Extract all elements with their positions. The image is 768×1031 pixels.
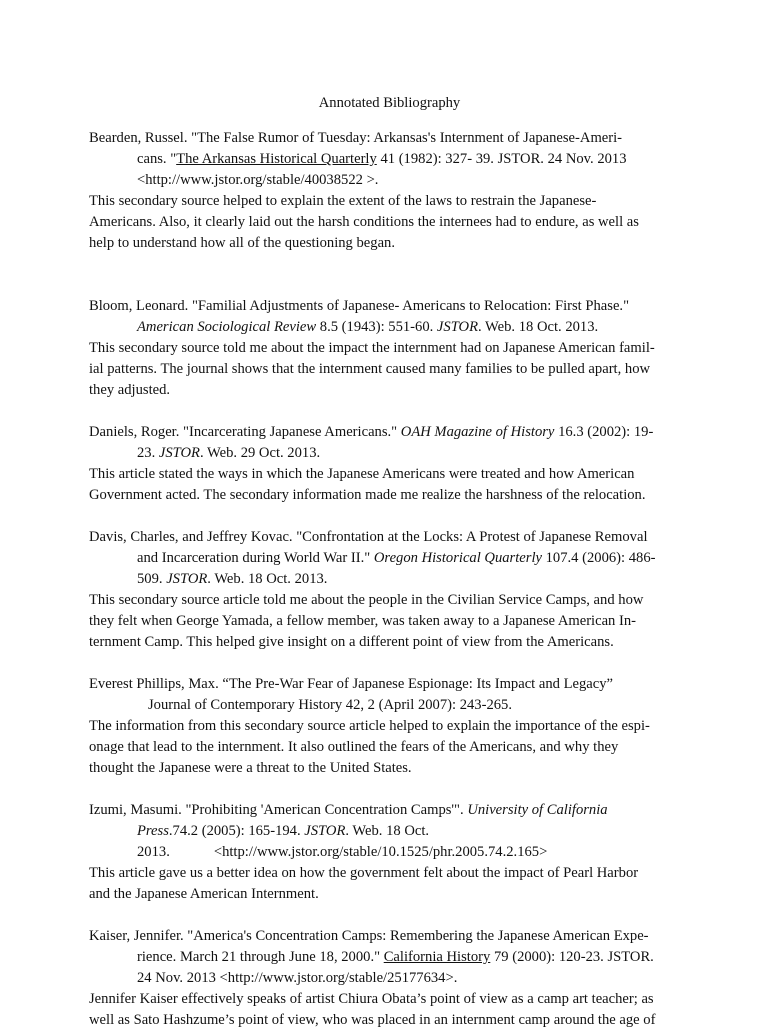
citation-text: 509. bbox=[137, 571, 167, 587]
citation-line bbox=[89, 422, 680, 443]
annotation-line: The information from this secondary source article helped to explain the importance of the espi- bbox=[89, 718, 650, 734]
citation-text: Izumi, Masumi. "Prohibiting 'American Concentration Camps'". bbox=[89, 802, 468, 818]
journal-title: Oregon Historical Quarterly bbox=[373, 550, 542, 566]
citation-text: . Web. 18 Oct. bbox=[345, 823, 430, 839]
citation-text: 23. bbox=[137, 445, 159, 461]
annotation-line: This secondary source told me about the impact the internment had on Japanese American famil- bbox=[89, 340, 655, 356]
database-name: JSTOR bbox=[158, 445, 200, 461]
citation-text: . Web. 18 Oct. 2013. bbox=[207, 571, 328, 587]
citation-text: . Web. 18 Oct. 2013. bbox=[478, 319, 599, 335]
annotation-line: This article stated the ways in which the Japanese Americans were treated and how American bbox=[89, 466, 635, 482]
journal-title: OAH Magazine of History bbox=[400, 424, 555, 440]
annotation-line: well as Sato Hashzume’s point of view, who was placed in an internment camp around the age of bbox=[89, 1012, 656, 1028]
citation-line bbox=[89, 149, 680, 170]
citation-text: 16.3 (2002): 19- bbox=[554, 424, 654, 440]
citation-url: <http://www.jstor.org/stable/10.1525/phr.2005.74.2.165> bbox=[213, 844, 548, 860]
citation-text: cans. " bbox=[137, 151, 177, 167]
annotation-line: they adjusted. bbox=[89, 382, 171, 398]
citation-line bbox=[89, 548, 680, 569]
citation-url: 24 Nov. 2013 <http://www.jstor.org/stable/25177634>. bbox=[137, 970, 458, 986]
annotation-line: Jennifer Kaiser effectively speaks of artist Chiura Obata’s point of view as a camp art teacher; as bbox=[89, 991, 654, 1007]
bibliography-entry-izumi bbox=[89, 800, 680, 905]
citation-line bbox=[89, 842, 680, 863]
citation-text: rience. March 21 through June 18, 2000." bbox=[137, 949, 384, 965]
page-title: Annotated Bibliography bbox=[318, 95, 461, 111]
citation-text: 107.4 (2006): 486- bbox=[541, 550, 656, 566]
journal-title: American Sociological Review bbox=[137, 319, 317, 335]
database-name: JSTOR bbox=[436, 319, 479, 335]
annotation-line: Government acted. The secondary information made me realize the harshness of the relocation. bbox=[89, 487, 646, 503]
citation-line bbox=[89, 800, 680, 821]
annotation-line: Americans. Also, it clearly laid out the harsh conditions the internees had to endure, as well as bbox=[89, 214, 639, 230]
bibliography-entry-davis bbox=[89, 527, 680, 653]
annotation-line: This secondary source helped to explain the extent of the laws to restrain the Japanese- bbox=[89, 193, 597, 209]
journal-title: The Arkansas Historical Quarterly bbox=[176, 151, 377, 167]
annotation-line: onage that lead to the internment. It also outlined the fears of the Americans, and why they bbox=[89, 739, 619, 755]
journal-title: Press bbox=[137, 823, 169, 839]
journal-title: University of California bbox=[467, 802, 608, 818]
annotation-line: This article gave us a better idea on how the government felt about the impact of Pearl Harbor bbox=[89, 865, 639, 881]
citation-line: Journal of Contemporary History 42, 2 (April 2007): 243-265. bbox=[148, 697, 512, 713]
citation-text: Daniels, Roger. "Incarcerating Japanese Americans." bbox=[89, 424, 401, 440]
annotation-line: ial patterns. The journal shows that the internment caused many families to be pulled apart, how bbox=[89, 361, 651, 377]
citation-text: 79 (2000): 120-23. JSTOR. bbox=[490, 949, 654, 965]
citation-line: Davis, Charles, and Jeffrey Kovac. "Confrontation at the Locks: A Protest of Japanese Removal bbox=[89, 529, 648, 545]
annotation-line: they felt when George Yamada, a fellow member, was taken away to a Japanese American In- bbox=[89, 613, 637, 629]
bibliography-entry-everest-phillips bbox=[89, 674, 680, 779]
bibliography-entry-kaiser bbox=[89, 926, 680, 1031]
bibliography-entry-bloom bbox=[89, 296, 680, 401]
annotation-line: help to understand how all of the questioning began. bbox=[89, 235, 395, 251]
database-name: JSTOR bbox=[304, 823, 346, 839]
citation-text: and Incarceration during World War II." bbox=[137, 550, 374, 566]
bibliography-entry-daniels bbox=[89, 422, 680, 506]
citation-text: . Web. 29 Oct. 2013. bbox=[199, 445, 321, 461]
citation-text: 8.5 (1943): 551-60. bbox=[316, 319, 437, 335]
bibliography-entry-bearden bbox=[89, 128, 680, 254]
journal-title: California History bbox=[383, 949, 491, 965]
citation-line bbox=[89, 317, 680, 338]
annotation-line: thought the Japanese were a threat to the United States. bbox=[89, 760, 412, 776]
citation-line bbox=[89, 569, 680, 590]
citation-line: Everest Phillips, Max. “The Pre-War Fear of Japanese Espionage: Its Impact and Legacy” bbox=[89, 676, 614, 692]
annotation-line: ternment Camp. This helped give insight on a different point of view from the Americans. bbox=[89, 634, 614, 650]
citation-line: Kaiser, Jennifer. "America's Concentration Camps: Remembering the Japanese American Expe- bbox=[89, 928, 649, 944]
annotation-line: This secondary source article told me about the people in the Civilian Service Camps, and how bbox=[89, 592, 644, 608]
annotation-line: and the Japanese American Internment. bbox=[89, 886, 319, 902]
citation-line bbox=[89, 947, 680, 968]
citation-url: <http://www.jstor.org/stable/40038522 >. bbox=[137, 172, 379, 188]
citation-text: 41 (1982): 327- 39. JSTOR. 24 Nov. 2013 bbox=[376, 151, 627, 167]
citation-line: Bearden, Russel. "The False Rumor of Tuesday: Arkansas's Internment of Japanese-Ameri- bbox=[89, 130, 623, 146]
citation-text: .74.2 (2005): 165-194. bbox=[168, 823, 305, 839]
database-name: JSTOR bbox=[166, 571, 208, 587]
citation-text: 2013. bbox=[137, 844, 170, 860]
citation-line: Bloom, Leonard. "Familial Adjustments of Japanese- Americans to Relocation: First Phase." bbox=[89, 298, 630, 314]
citation-line bbox=[89, 443, 680, 464]
citation-line bbox=[89, 821, 680, 842]
